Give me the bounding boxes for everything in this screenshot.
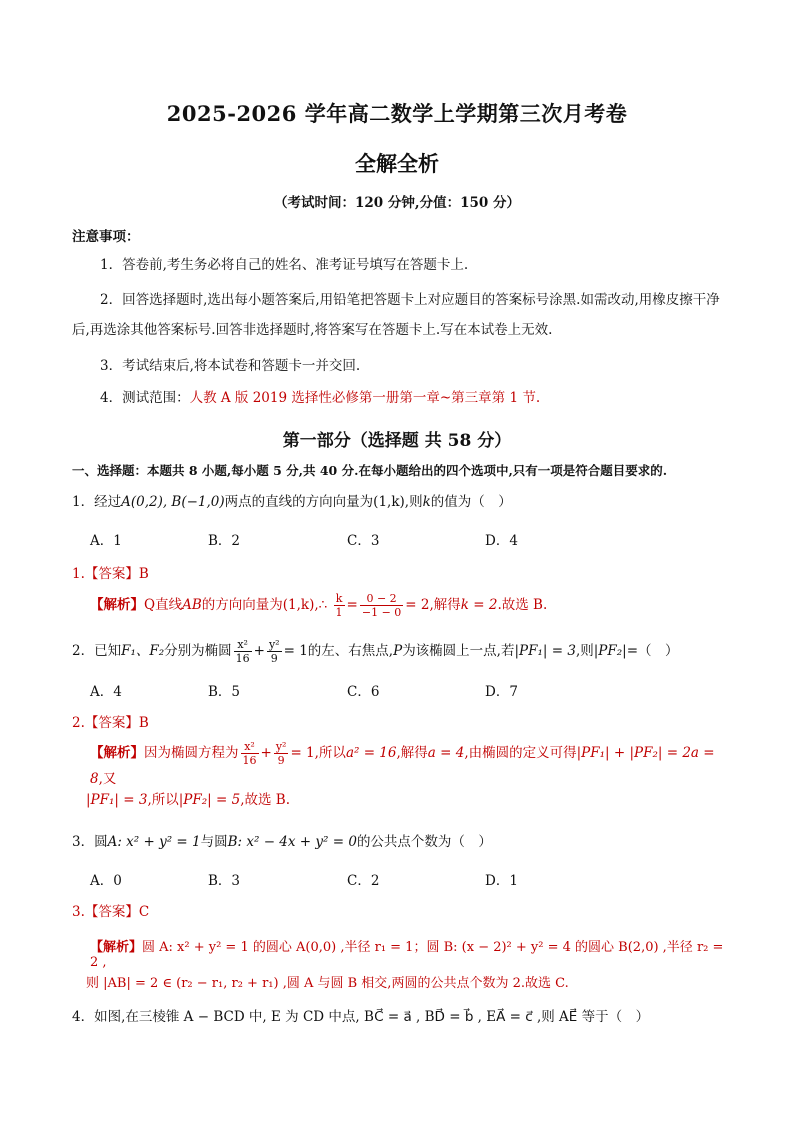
option-d: D．7 — [485, 684, 518, 700]
question-4: 4．如图,在三棱锥 A − BCD 中, E 为 CD 中点, BC⃗ = a⃗ , BD⃗ = b⃗ , EA⃗ = c⃗ ,则 AE⃗ 等于（ ） — [72, 1009, 650, 1025]
question-2: 2．已知F₁、F₂分别为椭圆 $\frac{\text{x²}}{16}$ + $\frac{\text{y²}}{9}$ = 1的左、右焦点,P为该椭圆上一点,若|PF₁| = 3,则|PF₂|=（ ） — [72, 638, 679, 665]
exam-time-info: （考试时间：120 分钟,分值：150 分） — [274, 195, 520, 211]
answer-3: 3.【答案】C — [72, 904, 150, 920]
option-d: D．1 — [485, 873, 518, 889]
option-c: C．6 — [347, 684, 380, 700]
option-b: B．2 — [208, 533, 241, 549]
option-a: A．0 — [90, 873, 122, 889]
notice-item-2: 2．回答选择题时,选出每小题答案后,用铅笔把答题卡上对应题目的答案标号涂黑.如需改动,用橡皮擦干净后,再选涂其他答案标号.回答非选择题时,将答案写在答题卡上.写在本试卷上无效. — [72, 292, 720, 338]
fraction: $\frac{k}{1}$ — [335, 592, 343, 619]
answer-2: 2.【答案】B — [72, 715, 149, 731]
answer-1: 1.【答案】B — [72, 566, 149, 582]
notice-item-3: 3．考试结束后,将本试卷和答题卡一并交回. — [100, 358, 361, 374]
option-b: B．5 — [208, 684, 241, 700]
fraction: $\frac{0 - 2}{-1 - 0}$ — [361, 592, 402, 619]
option-c: C．3 — [347, 533, 380, 549]
explanation-3: 【解析】圆 A: x² + y² = 1 的圆心 A(0,0) ,半径 r₁ = 1；圆 B: (x − 2)² + y² = 4 的圆心 B(2,0) ,半径 r₂ = 2 , — [90, 940, 724, 970]
page-subtitle: 全解全析 — [355, 151, 439, 176]
section-intro: 一、选择题：本题共 8 小题,每小题 5 分,共 40 分.在每小题给出的四个选项中,只有一项是符合题目要求的. — [72, 463, 668, 478]
option-d: D．4 — [485, 533, 518, 549]
option-c: C．2 — [347, 873, 380, 889]
option-b: B．3 — [208, 873, 241, 889]
explanation-1: 【解析】Q直线AB的方向向量为(1,k),∴ $\frac{k}{1}$ = $\frac{0 - 2}{-1 - 0}$ = 2,解得k = 2.故选 B. — [90, 592, 548, 619]
explanation-3-line-2: 则 |AB| = 2 ∈ (r₂ − r₁, r₂ + r₁) ,圆 A 与圆 B 相交,两圆的公共点个数为 2.故选 C. — [86, 976, 569, 991]
question-1: 1．经过A(0,2), B(−1,0)两点的直线的方向向量为(1,k),则k的值为（ ） — [72, 494, 512, 510]
fraction: $\frac{\text{x²}}{16}$ — [235, 638, 250, 665]
option-a: A．4 — [90, 684, 122, 700]
section-title: 第一部分（选择题 共 58 分） — [282, 431, 512, 451]
explanation-2: 【解析】因为椭圆方程为 $\frac{\text{x²}}{16}$ + $\frac{\text{y²}}{9}$ = 1,所以a² = 16,解得a = 4,由椭圆的定义可得|PF₁| + |PF₂| = 2a = 8,又 — [90, 740, 715, 787]
page-title: 2025-2026 学年高二数学上学期第三次月考卷 — [166, 101, 628, 126]
fraction: $\frac{\text{x²}}{16}$ — [242, 740, 257, 767]
option-a: A．1 — [90, 533, 122, 549]
fraction: $\frac{\text{y²}}{9}$ — [268, 638, 280, 665]
explanation-2-line-2: |PF₁| = 3,所以|PF₂| = 5,故选 B. — [86, 792, 290, 808]
notice-item-4: 4．测试范围：人教 A 版 2019 选择性必修第一册第一章~第三章第 1 节. — [100, 390, 541, 406]
notice-title: 注意事项： — [72, 229, 140, 245]
question-3: 3．圆A: x² + y² = 1与圆B: x² − 4x + y² = 0的公共点个数为（ ） — [72, 834, 492, 850]
notice-item-1: 1．答卷前,考生务必将自己的姓名、准考证号填写在答题卡上. — [100, 257, 469, 273]
fraction: $\frac{\text{y²}}{9}$ — [275, 740, 287, 767]
